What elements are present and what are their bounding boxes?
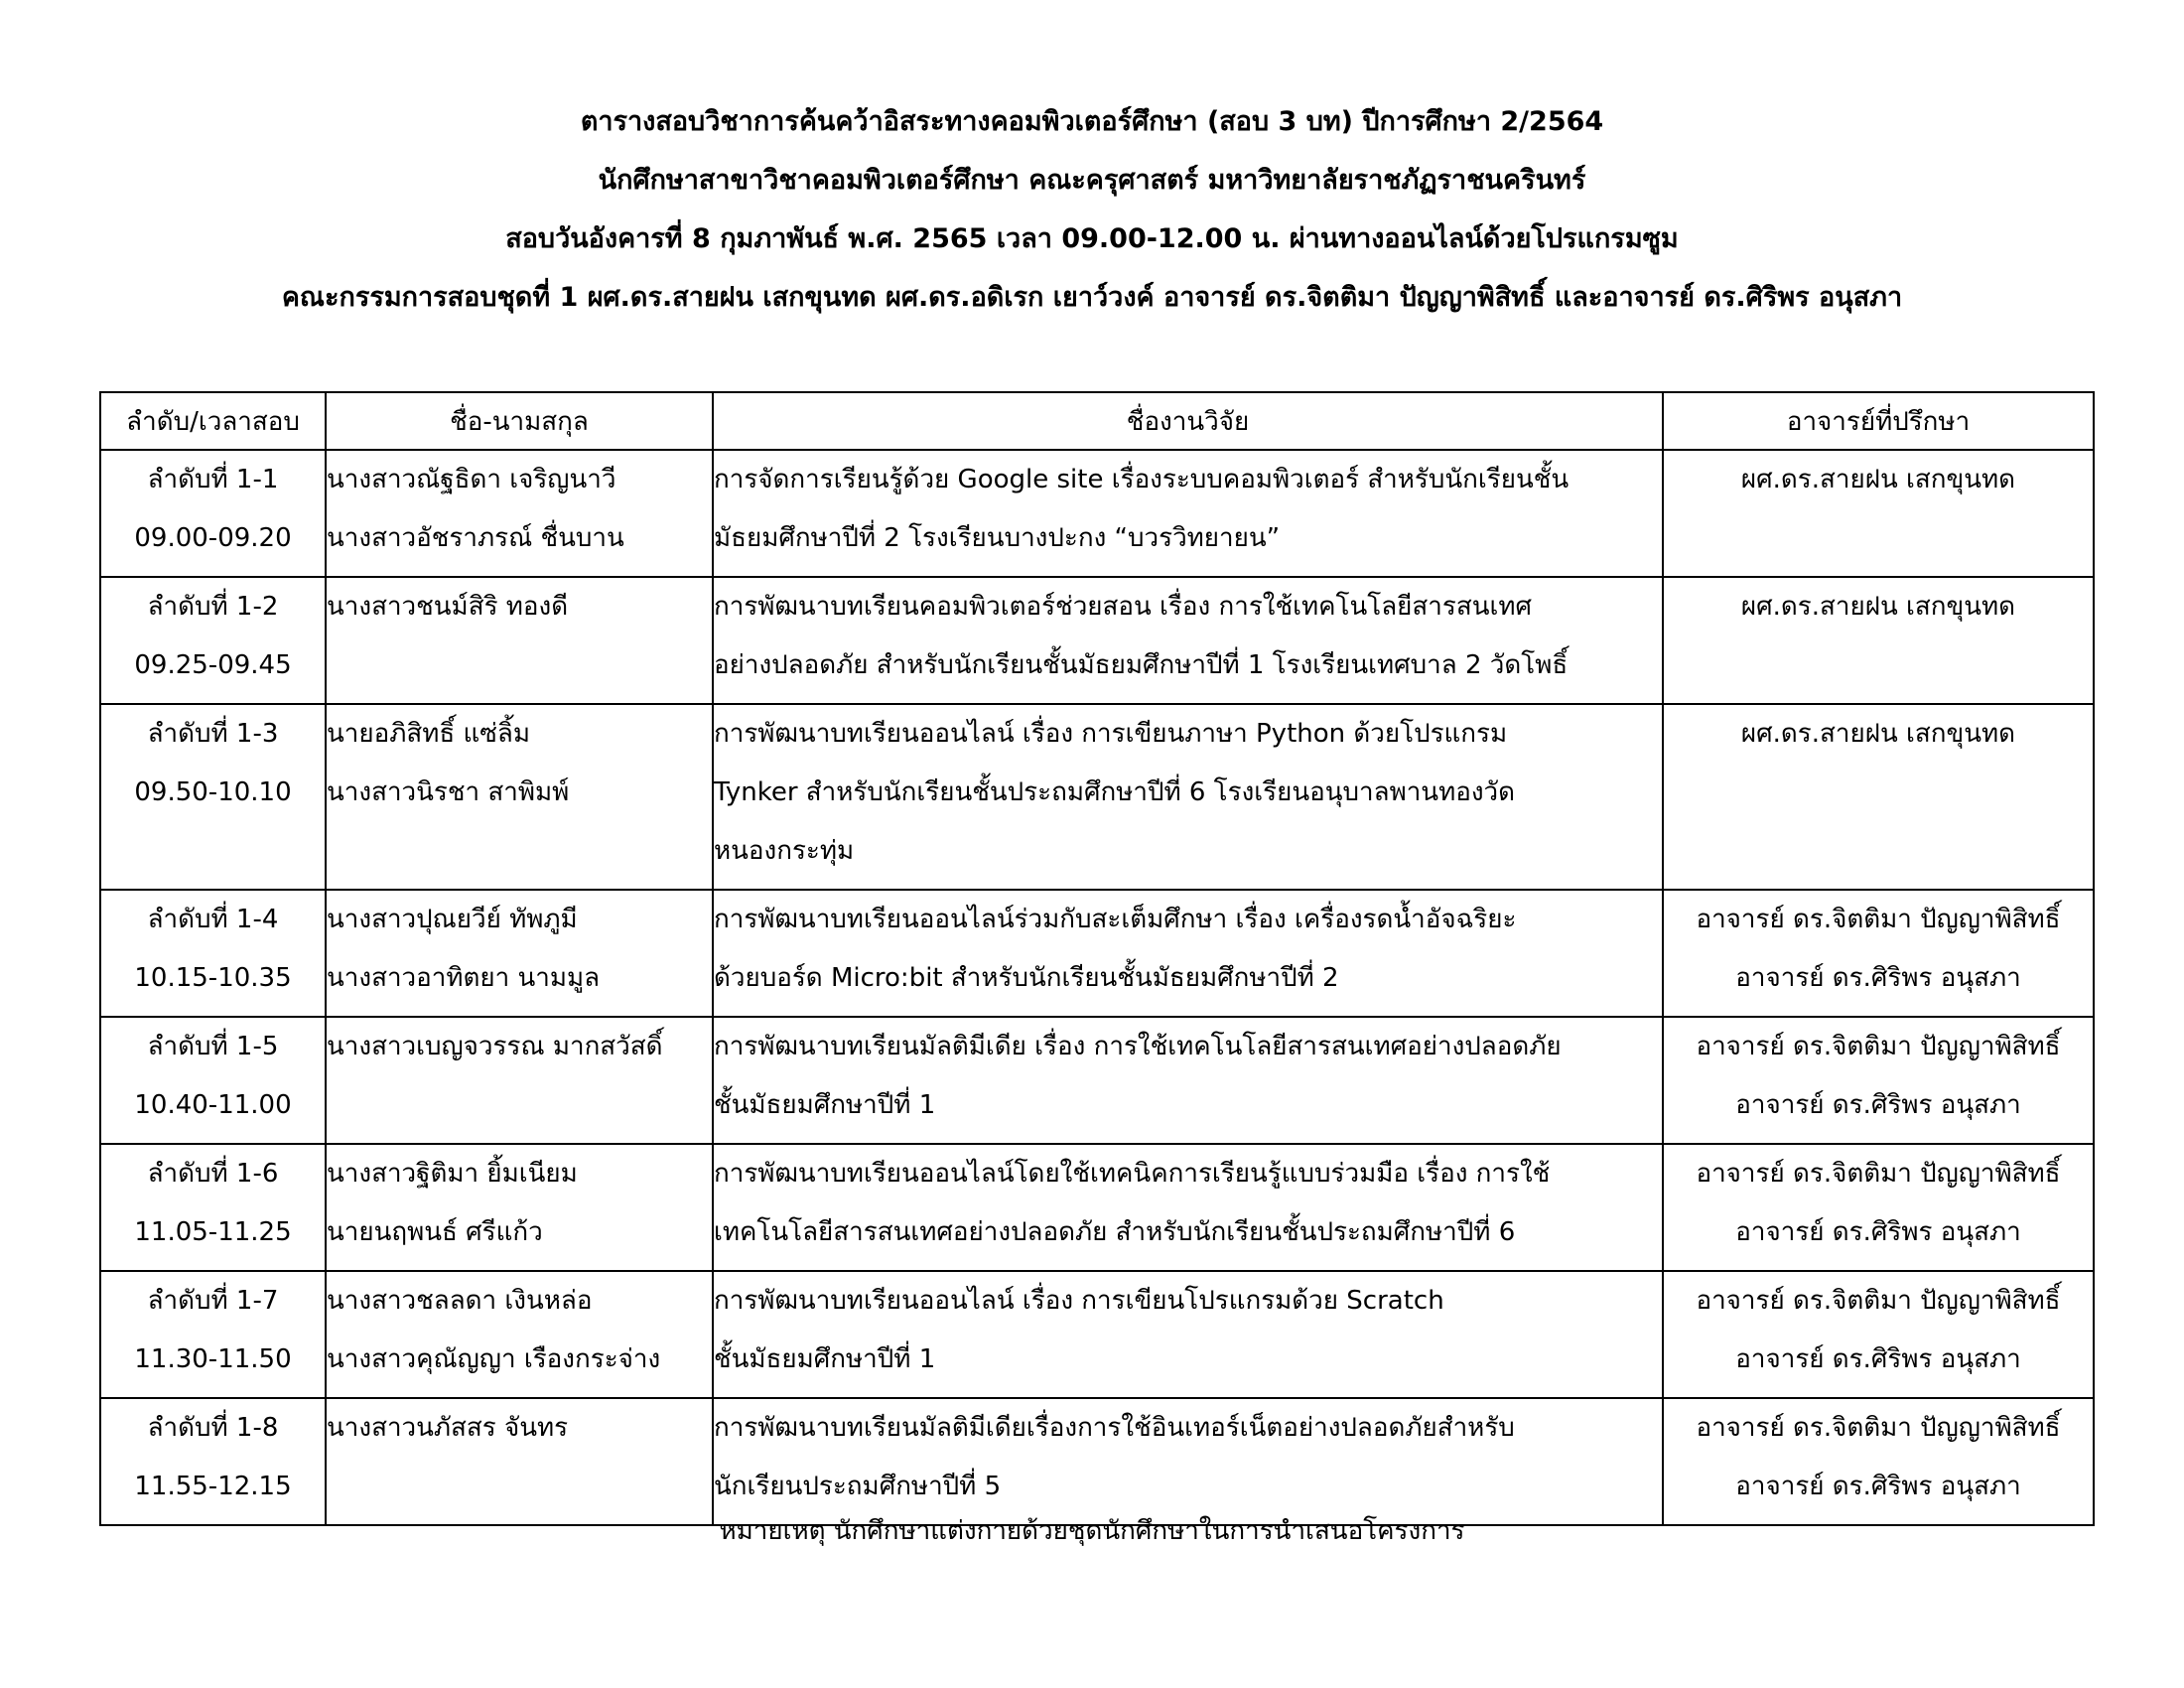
research-title-line: มัธยมศึกษาปีที่ 2 โรงเรียนบางปะกง “บวรวิทยายน” [714, 523, 1281, 553]
student-name: นางสาวเบญจวรรณ มากสวัสดิ์ [327, 1032, 663, 1061]
exam-order: ลำดับที่ 1-6 [147, 1159, 279, 1189]
research-title-cell [713, 890, 1663, 1017]
advisor-name: ผศ.ดร.สายฝน เสกขุนทด [1740, 719, 2016, 749]
exam-order: ลำดับที่ 1-2 [147, 592, 279, 622]
advisor-name: ผศ.ดร.สายฝน เสกขุนทด [1740, 465, 2016, 494]
order-time-cell [100, 890, 326, 1017]
advisor-name: อาจารย์ ดร.จิตติมา ปัญญาพิสิทธิ์ [1696, 1032, 2061, 1061]
research-title-line: ชั้นมัธยมศึกษาปีที่ 1 [714, 1344, 936, 1374]
research-title-line: การจัดการเรียนรู้ด้วย Google site เรื่องระบบคอมพิวเตอร์ สำหรับนักเรียนชั้น [714, 465, 1570, 494]
advisor-name: อาจารย์ ดร.ศิริพร อนุสภา [1735, 963, 2021, 993]
research-title-line: การพัฒนาบทเรียนออนไลน์ร่วมกับสะเต็มศึกษา เรื่อง เครื่องรดน้ำอัจฉริยะ [714, 905, 1517, 934]
research-title-cell [713, 577, 1663, 704]
order-time-cell [100, 1271, 326, 1398]
committee-line: คณะกรรมการสอบชุดที่ 1 ผศ.ดร.สายฝน เสกขุนทด ผศ.ดร.อดิเรก เยาว์วงค์ อาจารย์ ดร.จิตติมา ปัญญาพิสิทธิ์ และอาจารย์ ดร.ศิริพร อนุสภา [281, 282, 1903, 313]
advisor-name: อาจารย์ ดร.ศิริพร อนุสภา [1735, 1090, 2021, 1120]
student-names-cell [326, 577, 713, 704]
research-title-line: นักเรียนประถมศึกษาปีที่ 5 [714, 1472, 1002, 1501]
student-names-cell [326, 704, 713, 890]
advisor-name: อาจารย์ ดร.ศิริพร อนุสภา [1735, 1217, 2021, 1247]
order-time-cell [100, 577, 326, 704]
order-time-cell [100, 1398, 326, 1525]
advisor-name: ผศ.ดร.สายฝน เสกขุนทด [1740, 592, 2016, 622]
header-name: ชื่อ-นามสกุล [326, 392, 713, 450]
exam-order: ลำดับที่ 1-1 [147, 465, 279, 494]
research-title-cell [713, 704, 1663, 890]
header-advisor: อาจารย์ที่ปรึกษา [1663, 392, 2094, 450]
research-title-line: ชั้นมัธยมศึกษาปีที่ 1 [714, 1090, 936, 1120]
table-header-row [100, 392, 2094, 450]
student-name: นางสาวชนม์สิริ ทองดี [327, 592, 569, 622]
advisor-name: อาจารย์ ดร.จิตติมา ปัญญาพิสิทธิ์ [1696, 1413, 2061, 1443]
table-body [100, 450, 2094, 1525]
advisor-cell [1663, 704, 2094, 890]
student-name: นางสาวนิรชา สาพิมพ์ [327, 777, 570, 807]
document-header [0, 107, 2184, 342]
advisor-cell [1663, 1144, 2094, 1271]
research-title-cell [713, 450, 1663, 577]
exam-schedule-table [99, 391, 2095, 1526]
student-names-cell [326, 1144, 713, 1271]
student-name: นางสาวอาทิตยา นามมูล [327, 963, 601, 993]
header-research: ชื่องานวิจัย [713, 392, 1663, 450]
research-title-line: การพัฒนาบทเรียนมัลติมีเดียเรื่องการใช้อินเทอร์เน็ตอย่างปลอดภัยสำหรับ [714, 1413, 1515, 1443]
research-title-line: การพัฒนาบทเรียนออนไลน์ เรื่อง การเขียนภาษา Python ด้วยโปรแกรม [714, 719, 1508, 749]
advisor-cell [1663, 1271, 2094, 1398]
research-title-cell [713, 1398, 1663, 1525]
student-names-cell [326, 1271, 713, 1398]
research-title-line: หนองกระทุ่ม [714, 836, 855, 866]
table-row [100, 890, 2094, 1017]
order-time-cell [100, 1144, 326, 1271]
advisor-cell [1663, 1017, 2094, 1144]
order-time-cell [100, 1017, 326, 1144]
research-title-cell [713, 1017, 1663, 1144]
research-title-line: การพัฒนาบทเรียนคอมพิวเตอร์ช่วยสอน เรื่อง การใช้เทคโนโลยีสารสนเทศ [714, 592, 1533, 622]
exam-order: ลำดับที่ 1-4 [147, 905, 279, 934]
exam-order: ลำดับที่ 1-7 [147, 1286, 279, 1316]
exam-time: 10.40-11.00 [134, 1090, 292, 1120]
advisor-cell [1663, 1398, 2094, 1525]
exam-time: 11.05-11.25 [134, 1217, 292, 1247]
table-row [100, 1271, 2094, 1398]
exam-time: 10.15-10.35 [134, 963, 292, 993]
exam-order: ลำดับที่ 1-5 [147, 1032, 279, 1061]
research-title-cell [713, 1144, 1663, 1271]
student-name: นางสาวชลลดา เงินหล่อ [327, 1286, 593, 1316]
order-time-cell [100, 704, 326, 890]
research-title-line: อย่างปลอดภัย สำหรับนักเรียนชั้นมัธยมศึกษาปีที่ 1 โรงเรียนเทศบาล 2 วัดโพธิ์ [714, 650, 1569, 680]
student-name: นายอภิสิทธิ์ แซ่ลิ้ม [327, 719, 530, 749]
research-title-line: Tynker สำหรับนักเรียนชั้นประถมศึกษาปีที่ 6 โรงเรียนอนุบาลพานทองวัด [714, 777, 1516, 807]
advisor-cell [1663, 890, 2094, 1017]
exam-time: 09.00-09.20 [134, 523, 292, 553]
advisor-name: อาจารย์ ดร.ศิริพร อนุสภา [1735, 1472, 2021, 1501]
exam-order: ลำดับที่ 1-3 [147, 719, 279, 749]
student-names-cell [326, 1398, 713, 1525]
student-names-cell [326, 450, 713, 577]
student-name: นางสาวอัชราภรณ์ ชื่นบาน [327, 523, 624, 553]
footer-note: หมายเหตุ นักศึกษาแต่งกายด้วยชุดนักศึกษาในการนำเสนอโครงการ [719, 1516, 1465, 1546]
table-row [100, 1017, 2094, 1144]
document-title: ตารางสอบวิชาการค้นคว้าอิสระทางคอมพิวเตอร์ศึกษา (สอบ 3 บท) ปีการศึกษา 2/2564 [580, 106, 1604, 137]
advisor-cell [1663, 450, 2094, 577]
research-title-line: เทคโนโลยีสารสนเทศอย่างปลอดภัย สำหรับนักเรียนชั้นประถมศึกษาปีที่ 6 [714, 1217, 1516, 1247]
student-names-cell [326, 890, 713, 1017]
exam-time: 11.55-12.15 [134, 1472, 292, 1501]
advisor-name: อาจารย์ ดร.จิตติมา ปัญญาพิสิทธิ์ [1696, 905, 2061, 934]
student-name: นางสาวณัฐธิดา เจริญนาวี [327, 465, 616, 494]
student-name: นางสาวคุณัญญา เรืองกระจ่าง [327, 1344, 661, 1374]
table-row [100, 450, 2094, 577]
table-row [100, 1144, 2094, 1271]
research-title-line: ด้วยบอร์ด Micro:bit สำหรับนักเรียนชั้นมัธยมศึกษาปีที่ 2 [714, 963, 1339, 993]
research-title-cell [713, 1271, 1663, 1398]
department-line: นักศึกษาสาขาวิชาคอมพิวเตอร์ศึกษา คณะครุศาสตร์ มหาวิทยาลัยราชภัฏราชนครินทร์ [598, 165, 1586, 196]
table-row [100, 1398, 2094, 1525]
advisor-name: อาจารย์ ดร.จิตติมา ปัญญาพิสิทธิ์ [1696, 1286, 2061, 1316]
exam-order: ลำดับที่ 1-8 [147, 1413, 279, 1443]
exam-time: 09.25-09.45 [134, 650, 292, 680]
exam-time: 11.30-11.50 [134, 1344, 292, 1374]
table-row [100, 704, 2094, 890]
advisor-name: อาจารย์ ดร.จิตติมา ปัญญาพิสิทธิ์ [1696, 1159, 2061, 1189]
research-title-line: การพัฒนาบทเรียนออนไลน์โดยใช้เทคนิคการเรียนรู้แบบร่วมมือ เรื่อง การใช้ [714, 1159, 1551, 1189]
student-name: นายนฤพนธ์ ศรีแก้ว [327, 1217, 543, 1247]
student-names-cell [326, 1017, 713, 1144]
table-row [100, 577, 2094, 704]
student-name: นางสาวนภัสสร จันทร [327, 1413, 569, 1443]
header-order-time: ลำดับ/เวลาสอบ [100, 392, 326, 450]
exam-time: 09.50-10.10 [134, 777, 292, 807]
advisor-name: อาจารย์ ดร.ศิริพร อนุสภา [1735, 1344, 2021, 1374]
advisor-cell [1663, 577, 2094, 704]
research-title-line: การพัฒนาบทเรียนมัลติมีเดีย เรื่อง การใช้เทคโนโลยีสารสนเทศอย่างปลอดภัย [714, 1032, 1562, 1061]
exam-date-line: สอบวันอังคารที่ 8 กุมภาพันธ์ พ.ศ. 2565 เวลา 09.00-12.00 น. ผ่านทางออนไลน์ด้วยโปรแกรมซูม [505, 223, 1679, 254]
research-title-line: การพัฒนาบทเรียนออนไลน์ เรื่อง การเขียนโปรแกรมด้วย Scratch [714, 1286, 1444, 1316]
student-name: นางสาวปุณยวีย์ ทัพภูมี [327, 905, 578, 934]
student-name: นางสาวฐิติมา ยิ้มเนียม [327, 1159, 578, 1189]
order-time-cell [100, 450, 326, 577]
